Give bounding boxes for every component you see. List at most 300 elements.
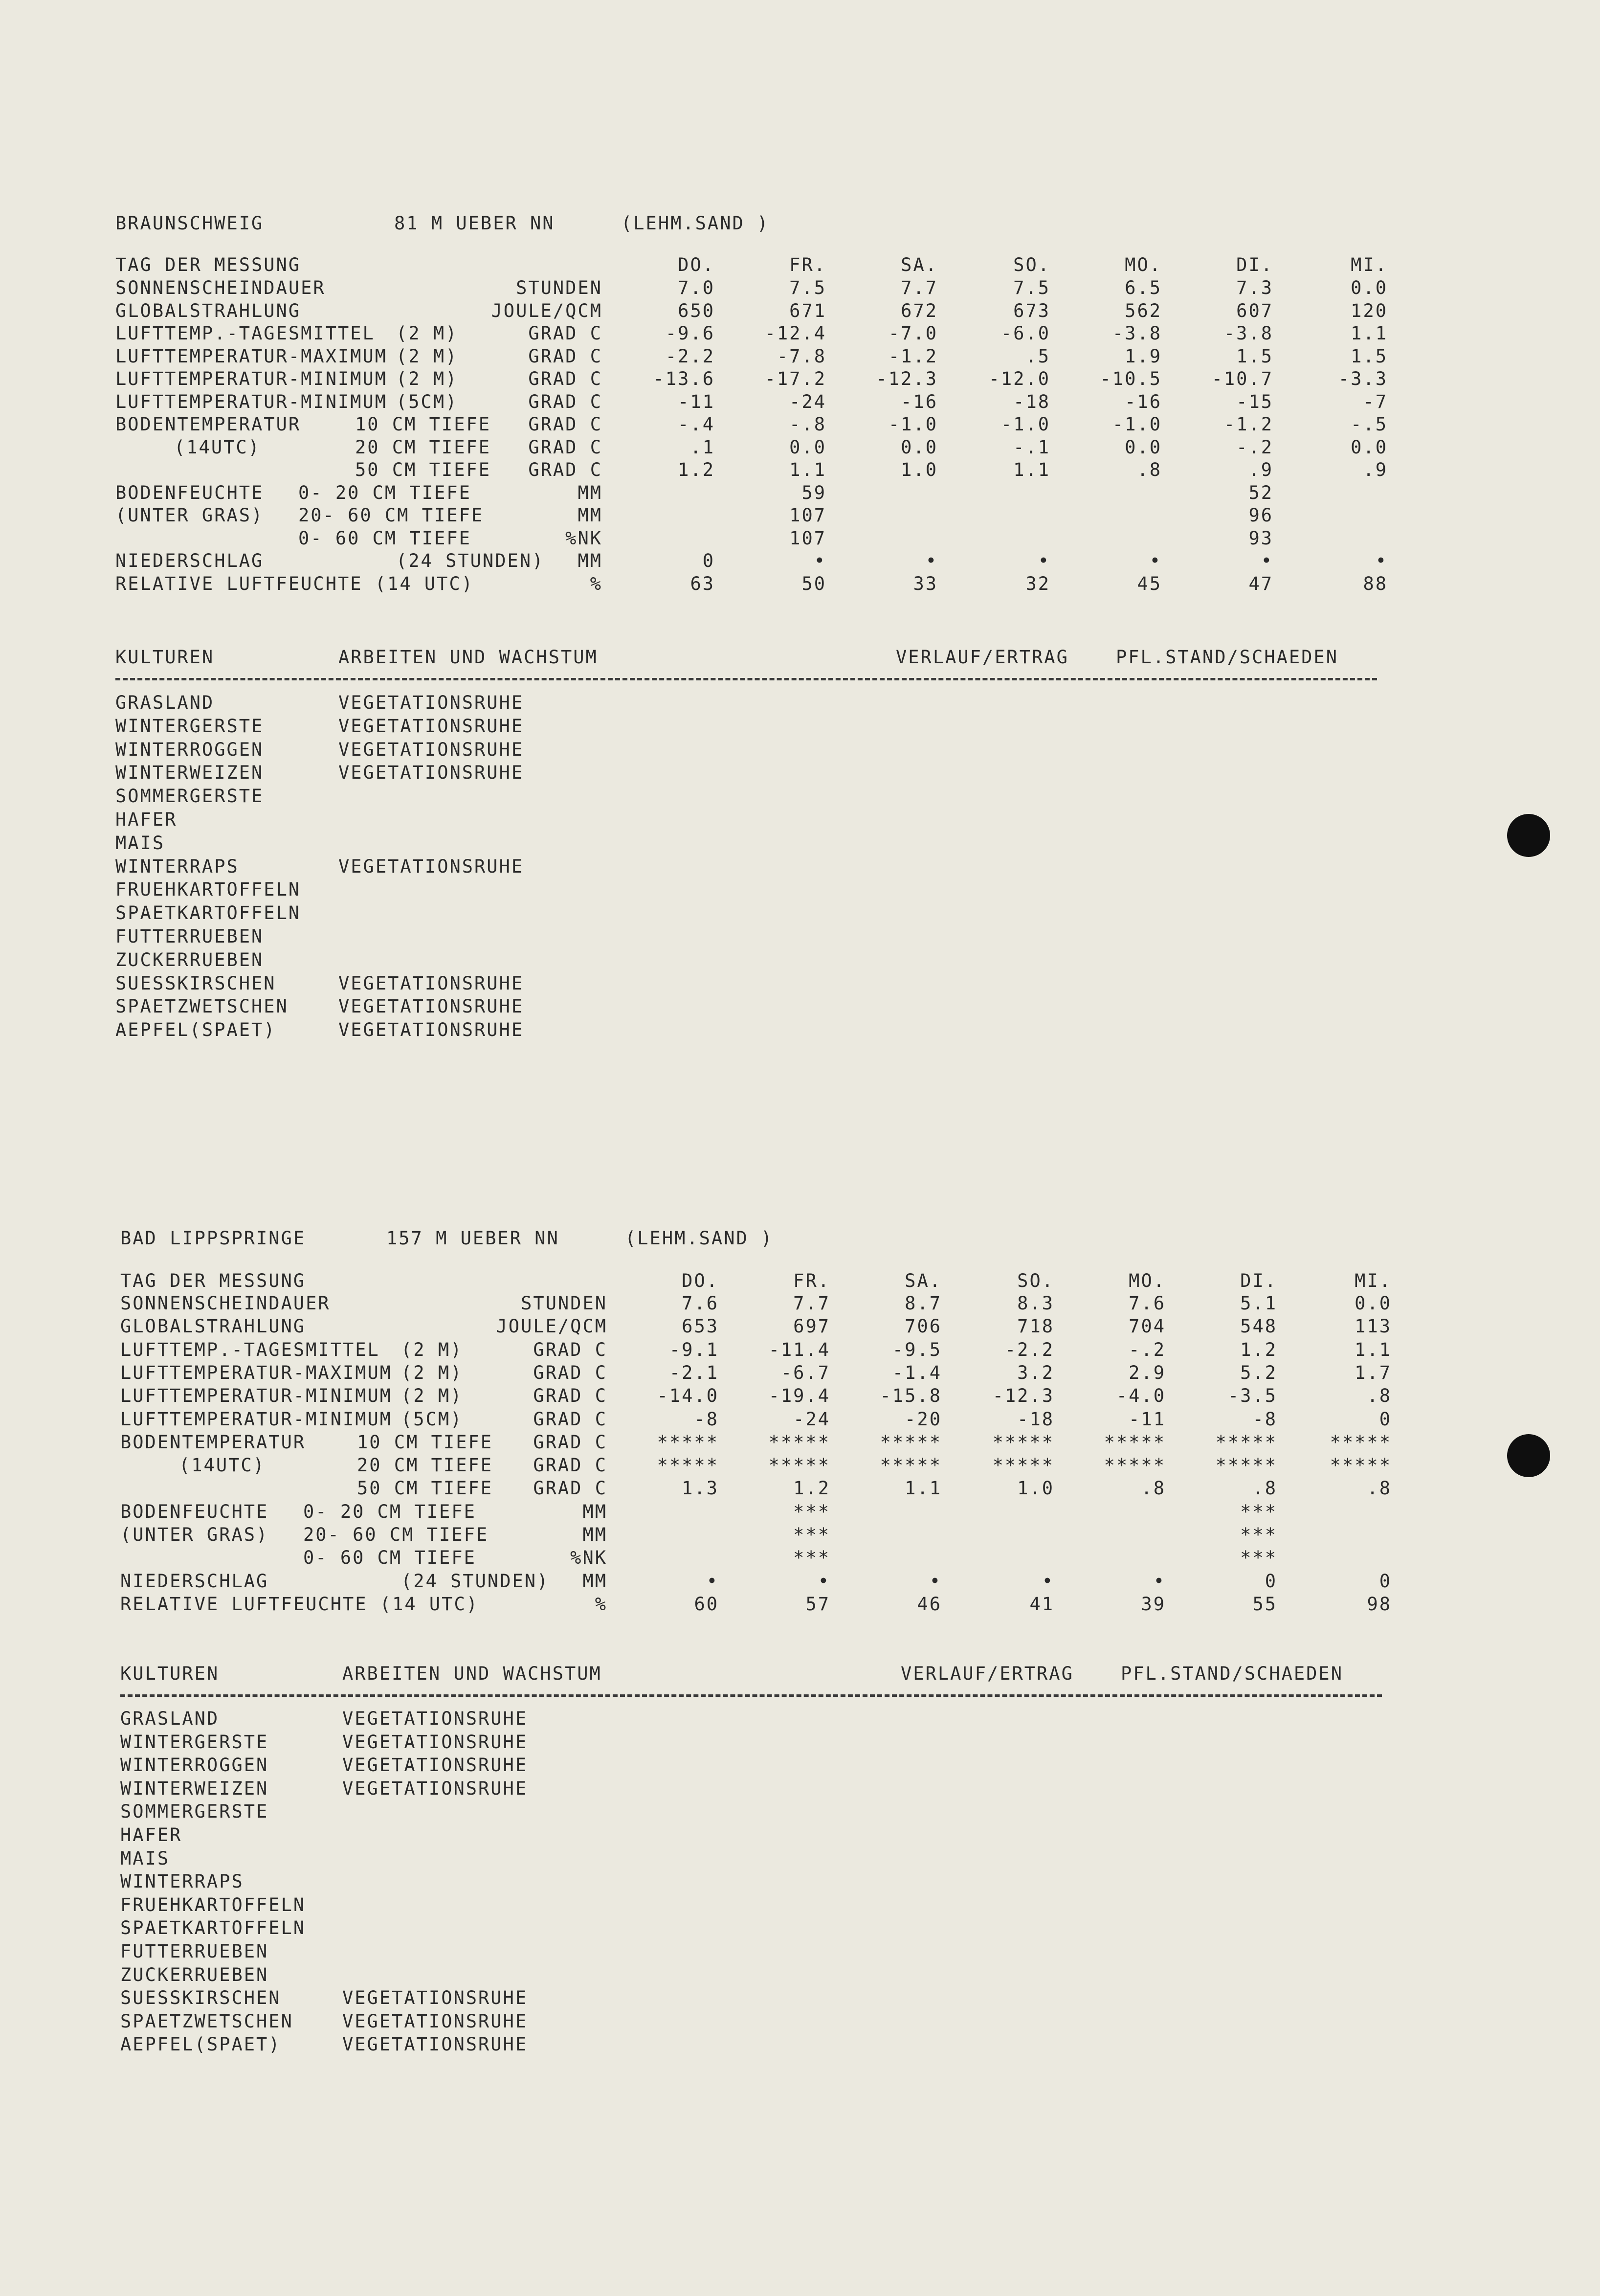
measurement-value: ***** (657, 1455, 719, 1476)
measurement-value: -18 (1017, 1408, 1054, 1430)
measurement-value: -9.5 (892, 1339, 942, 1360)
station-name: BRAUNSCHWEIG (115, 213, 264, 234)
measurement-unit: GRAD C (533, 1478, 607, 1499)
measurement-value: 718 (1017, 1316, 1054, 1337)
measurement-value: 607 (1236, 300, 1273, 321)
crop-name: FRUEHKARTOFFELN (115, 879, 301, 900)
measurement-value: 88 (1363, 573, 1388, 594)
measurement-value: -12.4 (764, 323, 826, 344)
measurement-unit: JOULE/QCM (491, 300, 602, 321)
measurement-value: 673 (1013, 300, 1050, 321)
measurement-sublabel: (14UTC) (179, 1455, 266, 1476)
crop-name: ZUCKERRUEBEN (120, 1964, 269, 1985)
measurement-value: -.5 (1351, 414, 1388, 435)
measurement-depth: 20 CM TIEFE (355, 436, 491, 458)
crop-name: SPAETKARTOFFELN (115, 902, 301, 924)
measurement-label: SONNENSCHEINDAUER (120, 1293, 331, 1314)
measurement-value: 2.9 (1129, 1362, 1166, 1383)
measurement-value: 0 (1265, 1570, 1277, 1592)
measurement-depth: (2 M) (401, 1339, 463, 1360)
measurement-value: .8 (1367, 1478, 1392, 1499)
measurement-value: 47 (1248, 573, 1273, 594)
measurement-unit: % (590, 573, 602, 594)
measurement-unit: %NK (565, 527, 602, 549)
crop-name: WINTERGERSTE (120, 1731, 269, 1753)
measurement-value: ***** (657, 1431, 719, 1453)
crops-divider (115, 678, 1377, 680)
measurement-unit: % (595, 1593, 607, 1615)
measurement-unit: MM (578, 505, 602, 526)
measurement-value: • (814, 550, 826, 571)
crops-header-arbeiten: ARBEITEN UND WACHSTUM (338, 647, 598, 668)
measurement-value: -11.4 (768, 1339, 830, 1360)
day-header: MI. (1351, 254, 1388, 275)
measurement-value: • (925, 550, 938, 571)
measurement-value: -6.0 (1000, 323, 1050, 344)
measurement-value: -16 (1125, 391, 1162, 412)
measurement-value: -2.1 (669, 1362, 719, 1383)
measurement-value: -9.6 (665, 323, 715, 344)
measurement-value: 704 (1129, 1316, 1166, 1337)
measurement-value: -18 (1013, 391, 1050, 412)
measurement-value: 5.1 (1240, 1293, 1277, 1314)
measurement-value: *** (1240, 1524, 1277, 1545)
crop-name: SOMMERGERSTE (120, 1801, 269, 1823)
crop-name: WINTERGERSTE (115, 715, 264, 737)
crops-header-pflstand: PFL.STAND/SCHAEDEN (1116, 647, 1338, 668)
measurement-value: 32 (1025, 573, 1050, 594)
measurement-value: -12.0 (988, 368, 1050, 389)
measurement-value: -7.0 (888, 323, 938, 344)
measurement-value: 0 (1379, 1570, 1392, 1592)
crop-name: FRUEHKARTOFFELN (120, 1894, 306, 1915)
measurement-value: *** (793, 1501, 830, 1522)
measurement-value: • (1261, 550, 1273, 571)
crop-work-status: VEGETATIONSRUHE (338, 972, 524, 994)
measurement-unit: GRAD C (528, 391, 602, 412)
crops-header-kulturen: KULTUREN (120, 1663, 220, 1684)
measurement-value: ***** (1104, 1431, 1166, 1453)
measurement-value: 1.2 (678, 459, 715, 480)
measurement-value: 107 (789, 527, 826, 549)
crops-header-pflstand: PFL.STAND/SCHAEDEN (1121, 1663, 1343, 1684)
crop-work-status: VEGETATIONSRUHE (342, 1987, 528, 2009)
measurement-value: 98 (1367, 1593, 1392, 1615)
measurement-value: .8 (1137, 459, 1162, 480)
measurement-value: -1.4 (892, 1362, 942, 1383)
measurement-value: • (1153, 1570, 1166, 1592)
measurement-value: -3.8 (1112, 323, 1162, 344)
measurement-value: 7.6 (682, 1293, 719, 1314)
crop-work-status: VEGETATIONSRUHE (342, 1731, 528, 1753)
crop-work-status: VEGETATIONSRUHE (342, 1708, 528, 1729)
measurement-value: -8 (1252, 1408, 1277, 1430)
measurement-value: -7.8 (777, 345, 826, 367)
measurement-value: -8 (694, 1408, 719, 1430)
crop-work-status: VEGETATIONSRUHE (342, 2010, 528, 2032)
measurement-value: 1.1 (1351, 323, 1388, 344)
measurement-sublabel: (14UTC) (174, 436, 261, 458)
measurement-value: ***** (1330, 1455, 1392, 1476)
measurement-label: RELATIVE LUFTFEUCHTE (14 UTC) (120, 1593, 479, 1615)
measurement-value: 55 (1252, 1593, 1277, 1615)
measurement-value: .8 (1141, 1478, 1166, 1499)
measurement-value: 0.0 (1351, 436, 1388, 458)
measurement-value: 5.2 (1240, 1362, 1277, 1383)
measurement-value: -.2 (1129, 1339, 1166, 1360)
day-header: SO. (1017, 1270, 1054, 1291)
crop-name: FUTTERRUEBEN (120, 1941, 269, 1962)
crop-work-status: VEGETATIONSRUHE (338, 762, 524, 784)
measurement-value: 1.9 (1125, 345, 1162, 367)
measurement-value: ***** (768, 1455, 830, 1476)
crops-divider (120, 1694, 1382, 1697)
station-elevation: 81 M UEBER NN (394, 213, 555, 234)
measurement-value: ***** (992, 1431, 1054, 1453)
measurement-depth: (2 M) (401, 1362, 463, 1383)
measurement-unit: GRAD C (533, 1385, 607, 1407)
measurement-depth: 20- 60 CM TIEFE (303, 1524, 489, 1545)
measurement-value: 46 (917, 1593, 942, 1615)
measurement-value: 1.0 (901, 459, 938, 480)
measurement-label: LUFTTEMP.-TAGESMITTEL (115, 323, 375, 344)
measurement-depth: 50 CM TIEFE (357, 1478, 493, 1499)
measurement-depth: 10 CM TIEFE (357, 1431, 493, 1453)
measurement-depth: 20- 60 CM TIEFE (298, 505, 484, 526)
day-header: DI. (1236, 254, 1273, 275)
measurement-value: *** (1240, 1547, 1277, 1569)
measurement-value: -17.2 (764, 368, 826, 389)
measurement-value: .5 (1025, 345, 1050, 367)
measurement-value: 52 (1248, 482, 1273, 503)
measurement-value: ***** (768, 1431, 830, 1453)
day-header: MI. (1355, 1270, 1392, 1291)
measurement-value: .9 (1363, 459, 1388, 480)
measurement-depth: 10 CM TIEFE (355, 414, 491, 435)
measurement-value: -2.2 (665, 345, 715, 367)
crop-name: WINTERROGGEN (115, 739, 264, 760)
measurement-value: *** (1240, 1501, 1277, 1522)
measurement-value: 672 (901, 300, 938, 321)
measurement-value: ***** (880, 1431, 942, 1453)
measurement-value: -3.8 (1223, 323, 1273, 344)
measurement-value: -11 (678, 391, 715, 412)
measurement-unit: MM (582, 1570, 607, 1592)
measurement-label: LUFTTEMPERATUR-MAXIMUM (120, 1362, 393, 1383)
measurement-depth: (5CM) (396, 391, 458, 412)
measurement-label: NIEDERSCHLAG (115, 550, 264, 571)
measurement-label: BODENTEMPERATUR (115, 414, 301, 435)
measurement-value: 39 (1141, 1593, 1166, 1615)
measurement-value: 7.6 (1129, 1293, 1166, 1314)
measurement-label: BODENTEMPERATUR (120, 1431, 306, 1453)
measurement-label: GLOBALSTRAHLUNG (115, 300, 301, 321)
measurement-value: -1.0 (1000, 414, 1050, 435)
measurement-label: NIEDERSCHLAG (120, 1570, 269, 1592)
measurement-unit: MM (582, 1501, 607, 1522)
measurement-value: 0.0 (1355, 1293, 1392, 1314)
crop-name: SPAETKARTOFFELN (120, 1917, 306, 1939)
measurement-unit: GRAD C (528, 368, 602, 389)
measurement-unit: GRAD C (528, 436, 602, 458)
crop-name: WINTERRAPS (120, 1871, 244, 1892)
measurement-value: -1.0 (1112, 414, 1162, 435)
measurement-unit: GRAD C (533, 1362, 607, 1383)
measurement-depth: (5CM) (401, 1408, 463, 1430)
measurement-label: LUFTTEMPERATUR-MINIMUM (120, 1408, 393, 1430)
measurement-label: (UNTER GRAS) (115, 505, 264, 526)
crops-header-kulturen: KULTUREN (115, 647, 215, 668)
day-header: SA. (901, 254, 938, 275)
measurement-depth: (24 STUNDEN) (396, 550, 545, 571)
crop-name: WINTERWEIZEN (115, 762, 264, 784)
measurement-value: ***** (1330, 1431, 1392, 1453)
measurement-unit: STUNDEN (516, 277, 602, 298)
measurement-unit: MM (578, 550, 602, 571)
measurement-value: 50 (801, 573, 826, 594)
measurement-unit: STUNDEN (521, 1293, 607, 1314)
measurement-value: 1.2 (1240, 1339, 1277, 1360)
measurement-value: .9 (1248, 459, 1273, 480)
measurement-value: -16 (901, 391, 938, 412)
crop-name: WINTERRAPS (115, 855, 239, 877)
crop-name: ZUCKERRUEBEN (115, 949, 264, 970)
measurement-value: -20 (905, 1408, 942, 1430)
measurement-value: 33 (913, 573, 938, 594)
crops-header-arbeiten: ARBEITEN UND WACHSTUM (342, 1663, 602, 1684)
measurement-unit: JOULE/QCM (496, 1316, 607, 1337)
measurement-label: LUFTTEMPERATUR-MINIMUM (115, 391, 388, 412)
measurement-depth: (2 M) (396, 368, 458, 389)
measurement-label: SONNENSCHEINDAUER (115, 277, 326, 298)
measurement-value: 1.1 (905, 1478, 942, 1499)
measurement-value: -14.0 (657, 1385, 719, 1407)
measurement-value: -10.5 (1100, 368, 1162, 389)
crop-name: SPAETZWETSCHEN (120, 2010, 293, 2032)
measurement-value: 650 (678, 300, 715, 321)
crop-work-status: VEGETATIONSRUHE (338, 1019, 524, 1041)
measurement-value: 562 (1125, 300, 1162, 321)
measurement-value: -1.2 (1223, 414, 1273, 435)
station-name: BAD LIPPSPRINGE (120, 1228, 306, 1249)
measurement-label: BODENFEUCHTE (115, 482, 264, 503)
measurement-value: -24 (789, 391, 826, 412)
crop-work-status: VEGETATIONSRUHE (338, 855, 524, 877)
measurement-value: -3.5 (1227, 1385, 1277, 1407)
measurement-value: 120 (1351, 300, 1388, 321)
measurement-depth: 0- 20 CM TIEFE (303, 1501, 476, 1522)
day-label: TAG DER MESSUNG (115, 254, 301, 275)
measurement-value: 1.5 (1236, 345, 1273, 367)
crop-name: HAFER (120, 1824, 182, 1846)
measurement-unit: GRAD C (533, 1431, 607, 1453)
measurement-label: LUFTTEMPERATUR-MINIMUM (115, 368, 388, 389)
day-label: TAG DER MESSUNG (120, 1270, 306, 1291)
measurement-value: 7.3 (1236, 277, 1273, 298)
measurement-value: -12.3 (992, 1385, 1054, 1407)
measurement-value: 1.3 (682, 1478, 719, 1499)
measurement-value: 1.0 (1017, 1478, 1054, 1499)
measurement-value: • (818, 1570, 830, 1592)
measurement-depth: (24 STUNDEN) (401, 1570, 550, 1592)
measurement-value: 93 (1248, 527, 1273, 549)
measurement-value: 0 (1379, 1408, 1392, 1430)
crop-work-status: VEGETATIONSRUHE (338, 692, 524, 713)
measurement-value: -15.8 (880, 1385, 942, 1407)
crop-name: GRASLAND (115, 692, 215, 713)
measurement-value: -.1 (1013, 436, 1050, 458)
measurement-value: ***** (992, 1455, 1054, 1476)
measurement-value: 7.5 (789, 277, 826, 298)
measurement-value: • (1149, 550, 1162, 571)
measurement-value: -2.2 (1004, 1339, 1054, 1360)
crops-header-verlauf: VERLAUF/ERTRAG (901, 1663, 1074, 1684)
measurement-value: 706 (905, 1316, 942, 1337)
measurement-value: ***** (880, 1455, 942, 1476)
station-elevation: 157 M UEBER NN (386, 1228, 559, 1249)
crop-name: SUESSKIRSCHEN (115, 972, 276, 994)
measurement-value: 1.1 (789, 459, 826, 480)
measurement-unit: MM (578, 482, 602, 503)
measurement-unit: GRAD C (528, 459, 602, 480)
station-soil-type: (LEHM.SAND ) (621, 213, 770, 234)
measurement-depth: (2 M) (396, 323, 458, 344)
day-header: FR. (793, 1270, 830, 1291)
measurement-value: • (706, 1570, 719, 1592)
measurement-value: 60 (694, 1593, 719, 1615)
measurement-unit: MM (582, 1524, 607, 1545)
measurement-value: -7 (1363, 391, 1388, 412)
measurement-value: -11 (1129, 1408, 1166, 1430)
measurement-value: 57 (805, 1593, 830, 1615)
measurement-value: -4.0 (1116, 1385, 1166, 1407)
measurement-value: *** (793, 1524, 830, 1545)
measurement-value: .8 (1252, 1478, 1277, 1499)
day-header: MO. (1125, 254, 1162, 275)
measurement-unit: GRAD C (533, 1455, 607, 1476)
crop-work-status: VEGETATIONSRUHE (338, 996, 524, 1017)
measurement-value: -24 (793, 1408, 830, 1430)
measurement-value: 113 (1355, 1316, 1392, 1337)
measurement-depth: (2 M) (401, 1385, 463, 1407)
measurement-value: 3.2 (1017, 1362, 1054, 1383)
measurement-depth: 50 CM TIEFE (355, 459, 491, 480)
measurement-value: -19.4 (768, 1385, 830, 1407)
measurement-unit: GRAD C (528, 323, 602, 344)
station-soil-type: (LEHM.SAND ) (625, 1228, 774, 1249)
measurement-value: 7.0 (678, 277, 715, 298)
measurement-value: ***** (1104, 1455, 1166, 1476)
day-header: SA. (905, 1270, 942, 1291)
measurement-unit: %NK (570, 1547, 607, 1569)
measurement-value: 0.0 (789, 436, 826, 458)
measurement-value: -.8 (789, 414, 826, 435)
crop-name: SUESSKIRSCHEN (120, 1987, 281, 2009)
measurement-value: *** (793, 1547, 830, 1569)
measurement-value: 6.5 (1125, 277, 1162, 298)
crop-work-status: VEGETATIONSRUHE (338, 739, 524, 760)
measurement-value: • (929, 1570, 942, 1592)
measurement-label: RELATIVE LUFTFEUCHTE (14 UTC) (115, 573, 474, 594)
measurement-value: 0.0 (901, 436, 938, 458)
measurement-value: 697 (793, 1316, 830, 1337)
crop-name: SOMMERGERSTE (115, 786, 264, 807)
day-header: FR. (789, 254, 826, 275)
crop-name: HAFER (115, 809, 178, 830)
crop-name: GRASLAND (120, 1708, 220, 1729)
measurement-depth: 0- 60 CM TIEFE (298, 527, 471, 549)
crop-name: WINTERWEIZEN (120, 1778, 269, 1799)
measurement-value: -15 (1236, 391, 1273, 412)
measurement-value: -.4 (678, 414, 715, 435)
crop-name: SPAETZWETSCHEN (115, 996, 289, 1017)
measurement-value: • (1042, 1570, 1054, 1592)
measurement-value: 1.1 (1013, 459, 1050, 480)
measurement-value: 96 (1248, 505, 1273, 526)
measurement-value: 7.7 (901, 277, 938, 298)
measurement-value: -13.6 (653, 368, 715, 389)
crop-name: FUTTERRUEBEN (115, 926, 264, 947)
measurement-value: .1 (690, 436, 715, 458)
measurement-value: -3.3 (1338, 368, 1388, 389)
measurement-unit: GRAD C (528, 414, 602, 435)
measurement-value: 7.7 (793, 1293, 830, 1314)
measurement-depth: 0- 20 CM TIEFE (298, 482, 471, 503)
measurement-depth: 20 CM TIEFE (357, 1455, 493, 1476)
measurement-value: 653 (682, 1316, 719, 1337)
measurement-value: 1.2 (793, 1478, 830, 1499)
day-header: DO. (682, 1270, 719, 1291)
measurement-value: .8 (1367, 1385, 1392, 1407)
measurement-value: 1.7 (1355, 1362, 1392, 1383)
measurement-label: (UNTER GRAS) (120, 1524, 269, 1545)
crop-name: AEPFEL(SPAET) (120, 2034, 281, 2055)
measurement-value: 0.0 (1351, 277, 1388, 298)
measurement-label: BODENFEUCHTE (120, 1501, 269, 1522)
measurement-value: -.2 (1236, 436, 1273, 458)
day-header: DI. (1240, 1270, 1277, 1291)
punch-hole-top (1507, 814, 1550, 857)
measurement-value: -10.7 (1211, 368, 1273, 389)
measurement-value: 0 (702, 550, 715, 571)
crop-name: WINTERROGGEN (120, 1755, 269, 1776)
measurement-label: LUFTTEMPERATUR-MAXIMUM (115, 345, 388, 367)
measurement-value: • (1038, 550, 1050, 571)
measurement-depth: (2 M) (396, 345, 458, 367)
measurement-value: ***** (1215, 1455, 1277, 1476)
measurement-value: -1.0 (888, 414, 938, 435)
measurement-value: -12.3 (876, 368, 938, 389)
measurement-value: 59 (801, 482, 826, 503)
measurement-value: 671 (789, 300, 826, 321)
crop-work-status: VEGETATIONSRUHE (342, 2034, 528, 2055)
measurement-unit: GRAD C (533, 1408, 607, 1430)
measurement-value: • (1375, 550, 1388, 571)
measurement-label: LUFTTEMPERATUR-MINIMUM (120, 1385, 393, 1407)
measurement-value: 0.0 (1125, 436, 1162, 458)
day-header: MO. (1129, 1270, 1166, 1291)
measurement-value: -1.2 (888, 345, 938, 367)
measurement-value: 1.1 (1355, 1339, 1392, 1360)
crop-name: MAIS (115, 832, 165, 854)
measurement-unit: GRAD C (533, 1339, 607, 1360)
day-header: SO. (1013, 254, 1050, 275)
crops-header-verlauf: VERLAUF/ERTRAG (896, 647, 1069, 668)
crop-work-status: VEGETATIONSRUHE (338, 715, 524, 737)
measurement-value: 1.5 (1351, 345, 1388, 367)
measurement-value: 7.5 (1013, 277, 1050, 298)
measurement-value: 8.3 (1017, 1293, 1054, 1314)
